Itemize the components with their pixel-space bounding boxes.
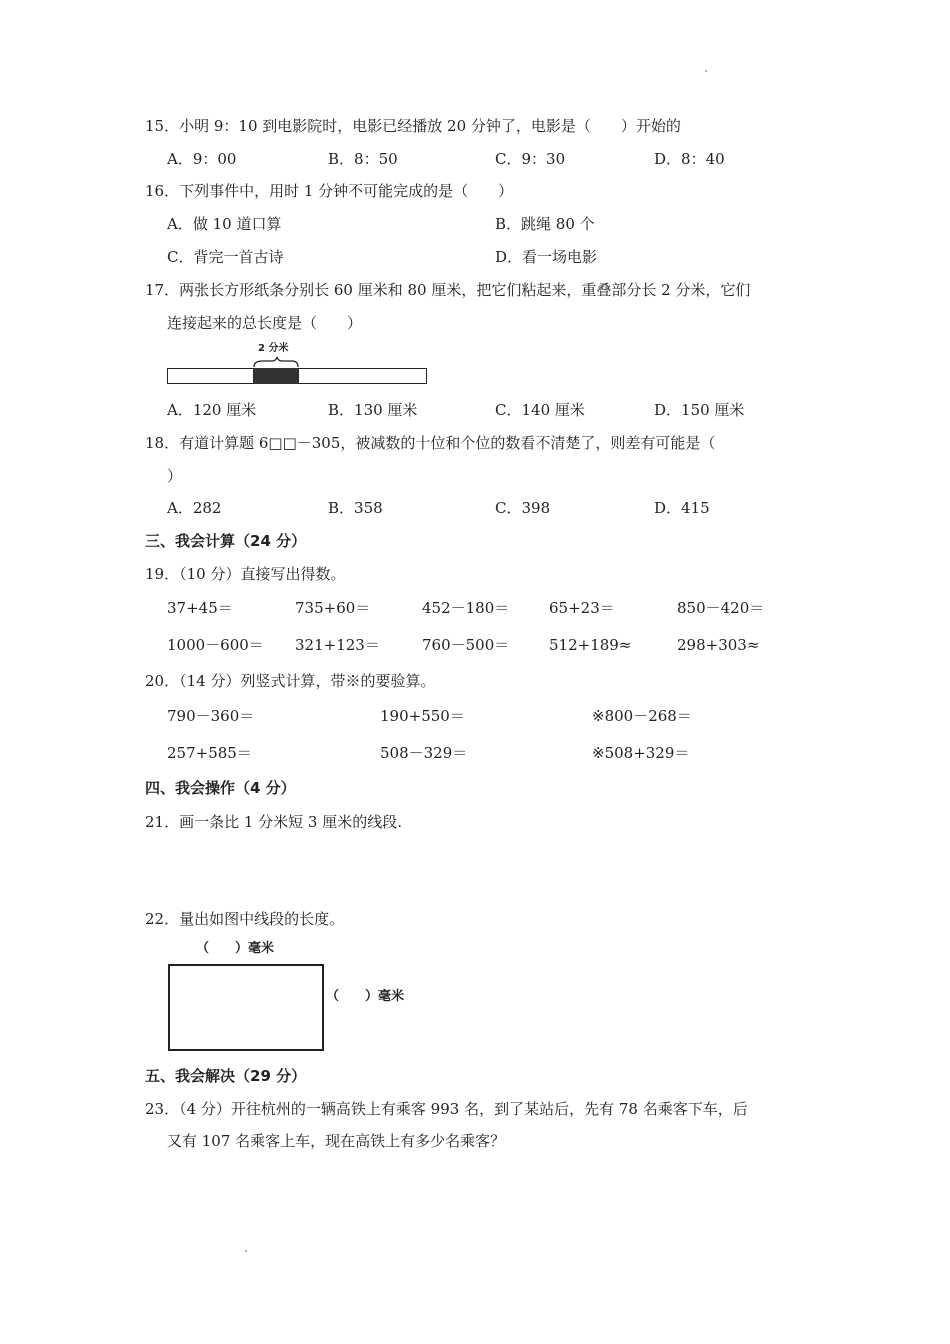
q15-stem: 15．小明 9：10 到电影院时，电影已经播放 20 分钟了，电影是（ ）开始的 — [145, 117, 681, 135]
q17-overlap-region — [254, 368, 298, 384]
q19-expr: 65+23＝ — [549, 599, 615, 617]
q20-expr: ※800－268＝ — [592, 707, 692, 725]
q15-option-a[interactable]: A．9：00 — [167, 150, 237, 168]
q18-stem-line1: 18．有道计算题 6□□－305，被减数的十位和个位的数看不清楚了，则差有可能是（ — [145, 434, 716, 452]
q17-stem-line1: 17．两张长方形纸条分别长 60 厘米和 80 厘米，把它们粘起来，重叠部分长 2 分米，它们 — [145, 281, 751, 299]
q15-option-c[interactable]: C．9：30 — [495, 150, 566, 168]
q18-option-b[interactable]: B．358 — [328, 499, 383, 517]
q21-stem: 21．画一条比 1 分米短 3 厘米的线段. — [145, 813, 403, 831]
q19-stem: 19．（10 分）直接写出得数。 — [145, 565, 346, 583]
q18-option-c[interactable]: C．398 — [495, 499, 551, 517]
q17-stem-line2: 连接起来的总长度是（ ） — [167, 314, 363, 332]
q18-option-a[interactable]: A．282 — [167, 499, 222, 517]
section-3-heading: 三、我会计算（24 分） — [145, 532, 307, 550]
q18-stem-line2: ） — [167, 467, 183, 485]
q23-line2: 又有 107 名乘客上车，现在高铁上有多少名乘客？ — [167, 1132, 506, 1150]
q16-option-d[interactable]: D．看一场电影 — [495, 248, 598, 266]
q20-expr: 508－329＝ — [380, 744, 468, 762]
q20-expr: 190+550＝ — [380, 707, 465, 725]
q16-option-a[interactable]: A．做 10 道口算 — [167, 215, 282, 233]
q20-stem: 20．（14 分）列竖式计算，带※的要验算。 — [145, 672, 436, 690]
q18-option-d[interactable]: D．415 — [654, 499, 710, 517]
q19-expr: 321+123＝ — [295, 636, 380, 654]
q19-expr: 298+303≈ — [677, 636, 760, 654]
q16-stem: 16．下列事件中，用时 1 分钟不可能完成的是（ ） — [145, 182, 514, 200]
q17-option-c[interactable]: C．140 厘米 — [495, 401, 585, 419]
q15-option-b[interactable]: B．8：50 — [328, 150, 398, 168]
q23-line1: 23．（4 分）开往杭州的一辆高铁上有乘客 993 名，到了某站后，先有 78 名乘客下车，后 — [145, 1100, 748, 1118]
q22-side-label: （ ）毫米 — [326, 989, 405, 1004]
q20-expr: ※508+329＝ — [592, 744, 690, 762]
q19-expr: 760－500＝ — [422, 636, 510, 654]
q16-option-b[interactable]: B．跳绳 80 个 — [495, 215, 595, 233]
q20-expr: 257+585＝ — [167, 744, 252, 762]
q22-top-label: （ ）毫米 — [196, 941, 275, 956]
q19-expr: 452－180＝ — [422, 599, 510, 617]
q22-rectangle — [168, 964, 324, 1051]
q17-option-a[interactable]: A．120 厘米 — [167, 401, 257, 419]
q19-expr: 37+45＝ — [167, 599, 233, 617]
top-dot — [705, 70, 707, 72]
q19-expr: 1000－600＝ — [167, 636, 264, 654]
q17-brace — [252, 355, 302, 369]
bottom-dot — [245, 1250, 247, 1252]
section-5-heading: 五、我会解决（29 分） — [145, 1067, 307, 1085]
q19-expr: 512+189≈ — [549, 636, 632, 654]
q22-stem: 22．量出如图中线段的长度。 — [145, 910, 345, 928]
q20-expr: 790－360＝ — [167, 707, 255, 725]
q17-option-b[interactable]: B．130 厘米 — [328, 401, 418, 419]
q19-expr: 850－420＝ — [677, 599, 765, 617]
q16-option-c[interactable]: C．背完一首古诗 — [167, 248, 284, 266]
q17-figure-label: 2 分米 — [258, 343, 289, 354]
q17-option-d[interactable]: D．150 厘米 — [654, 401, 745, 419]
section-4-heading: 四、我会操作（4 分） — [145, 779, 296, 797]
q15-option-d[interactable]: D．8：40 — [654, 150, 725, 168]
q19-expr: 735+60＝ — [295, 599, 371, 617]
